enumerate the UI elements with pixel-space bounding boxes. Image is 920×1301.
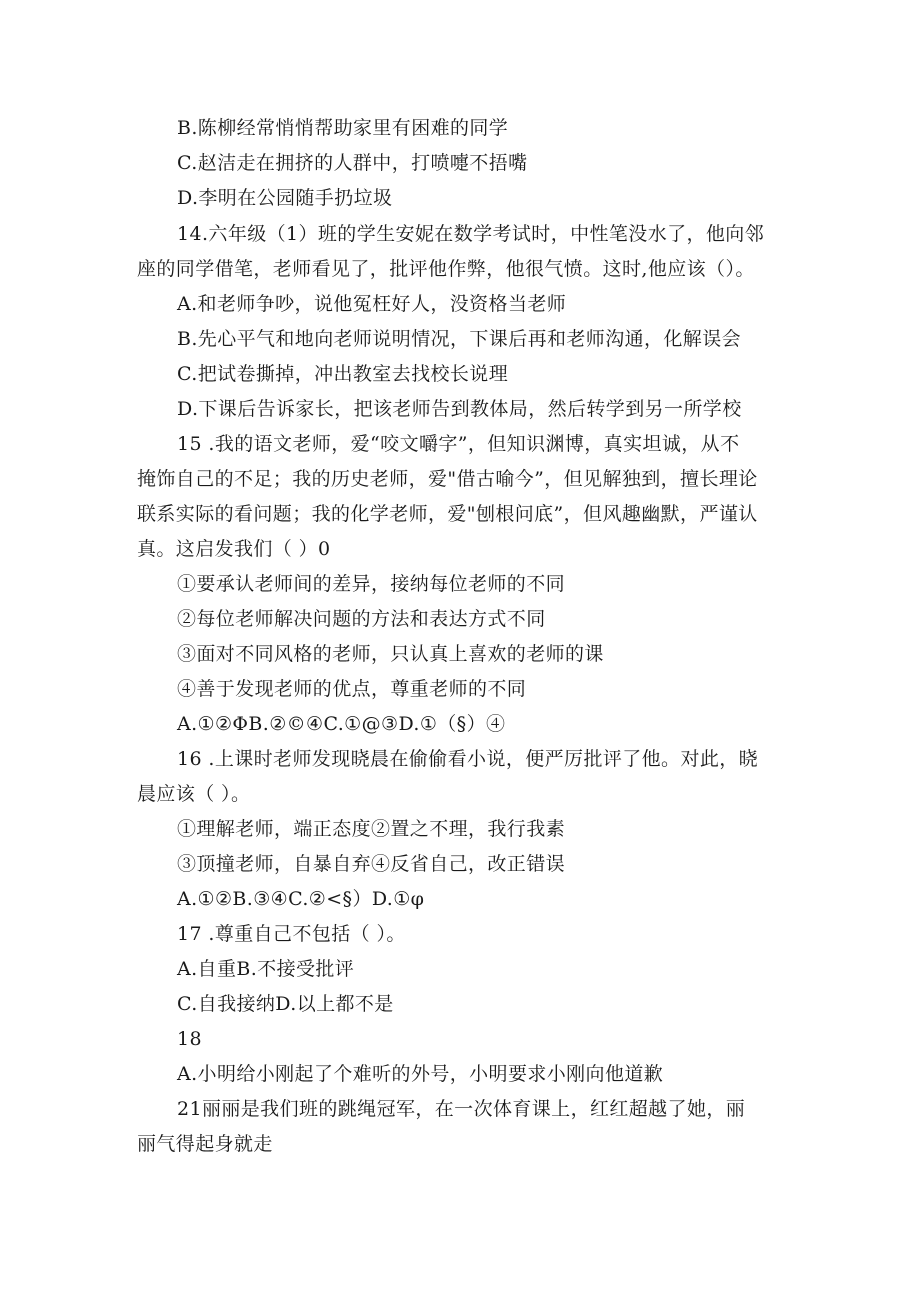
option-14b: B.先心平气和地向老师说明情况，下课后再和老师沟通，化解误会 [177,328,742,350]
options-17-cd: C.自我接纳D.以上都不是 [177,993,394,1015]
question-21-line-2: 丽气得起身就走 [137,1133,273,1155]
options-17-ab: A.自重B.不接受批评 [177,958,355,980]
question-16-line-2: 晨应该（ ）。 [137,783,251,805]
option-13c: C.赵洁走在拥挤的人群中，打喷嚏不捂嘴 [177,152,528,174]
question-21-line-1: 21丽丽是我们班的跳绳冠军，在一次体育课上，红红超越了她，丽 [177,1098,746,1120]
option-14c: C.把试卷撕掉，冲出教室去找校长说理 [177,363,509,385]
statements-16-b: ③顶撞老师，自暴自弃④反省自己，改正错误 [177,853,566,875]
question-14-line-1: 14.六年级（1）班的学生安妮在数学考试时，中性笔没水了，他向邻 [177,223,765,245]
option-13b: B.陈柳经常悄悄帮助家里有困难的同学 [177,117,509,139]
statement-15-2: ②每位老师解决问题的方法和表达方式不同 [177,608,546,630]
options-16: A.①②B.③④C.②<§）D.①φ [177,888,425,910]
option-13d: D.李明在公园随手扔垃圾 [177,187,393,209]
question-15-line-2: 掩饰自己的不足；我的历史老师，爱"借古喻今”，但见解独到，擅长理论 [137,468,758,490]
statement-15-1: ①要承认老师间的差异，接纳每位老师的不同 [177,573,566,595]
option-14d: D.下课后告诉家长，把该老师告到教体局，然后转学到另一所学校 [177,398,742,420]
options-15: A.①②ΦB.②©④C.①@③D.①（§）④ [177,713,506,735]
statements-16-a: ①理解老师，端正态度②置之不理，我行我素 [177,818,566,840]
question-15-line-4: 真。这启发我们（ ）0 [137,538,331,560]
statement-15-3: ③面对不同风格的老师，只认真上喜欢的老师的课 [177,643,604,665]
option-14a: A.和老师争吵，说他冤枉好人，没资格当老师 [177,293,567,315]
option-18a: A.小明给小刚起了个难听的外号，小明要求小刚向他道歉 [177,1063,664,1085]
question-15-line-3: 联系实际的看问题；我的化学老师，爱"刨根问底”，但风趣幽默，严谨认 [137,503,758,525]
question-14-line-2: 座的同学借笔，老师看见了，批评他作弊，他很气愤。这时,他应该（）。 [137,258,755,280]
statement-15-4: ④善于发现老师的优点，尊重老师的不同 [177,678,527,700]
question-16-line-1: 16 .上课时老师发现晓晨在偷偷看小说，便严厉批评了他。对此，晓 [177,748,759,770]
question-18: 18 [177,1028,202,1050]
question-15-line-1: 15 .我的语文老师，爱“咬文嚼字”，但知识渊博，真实坦诚，从不 [177,433,740,455]
question-17: 17 .尊重自己不包括（ ）。 [177,923,406,945]
